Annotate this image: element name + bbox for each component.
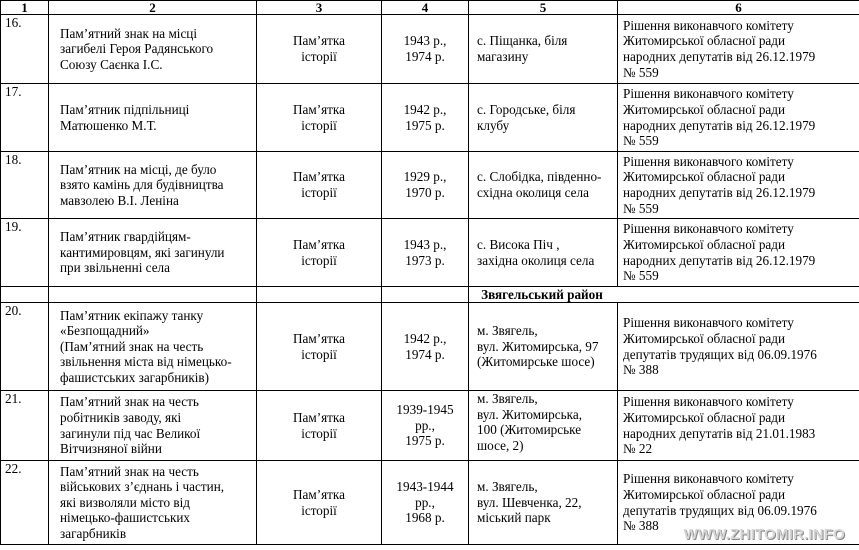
monument-type: Пам’ятка історії [257,15,382,84]
monument-decision: Рішення виконавчого комітету Житомирської обласної ради народних депутатів від 26.12.1979 № 559 [618,84,859,152]
monument-type: Пам’ятка історії [257,461,382,545]
monument-years: 1942 р., 1974 р. [382,303,469,391]
row-number: 22. [1,461,49,545]
monument-name: Пам’ятний знак на місці загибелі Героя Радянського Союзу Саєнка І.С. [49,15,257,84]
monument-location: с. Слобідка, південно- східна околиця села [469,152,618,219]
monument-location: м. Звягель, вул. Житомирська, 100 (Житомирське шосе, 2) [469,391,618,461]
monument-years: 1943-1944 рр., 1968 р. [382,461,469,545]
monument-type: Пам’ятка історії [257,303,382,391]
monument-type: Пам’ятка історії [257,152,382,219]
header-col-2: 2 [49,1,257,15]
section-empty-cell [49,287,257,303]
monument-type: Пам’ятка історії [257,219,382,287]
row-number: 18. [1,152,49,219]
monument-decision: Рішення виконавчого комітету Житомирської обласної ради народних депутатів від 26.12.1979 № 559 [618,219,859,287]
header-col-4: 4 [382,1,469,15]
site-watermark: WWW.ZHITOMIR.INFO [683,526,845,543]
header-row [1,1,859,15]
monument-decision: Рішення виконавчого комітету Житомирської обласної ради народних депутатів від 21.01.1983 № 22 [618,391,859,461]
monument-years: 1929 р., 1970 р. [382,152,469,219]
section-empty-cell [1,287,49,303]
monument-decision: Рішення виконавчого комітету Житомирської обласної ради народних депутатів від 26.12.1979 № 559 [618,15,859,84]
header-col-3: 3 [257,1,382,15]
monument-name: Пам’ятник на місці, де було взято камінь для будівництва мавзолею В.І. Леніна [49,152,257,219]
monument-location: м. Звягель, вул. Шевченка, 22, міський парк [469,461,618,545]
monument-decision: Рішення виконавчого комітету Житомирської обласної ради депутатів трудящих від 06.09.1976 № 388 [618,461,859,545]
header-col-6: 6 [618,1,859,15]
monument-years: 1939-1945 рр., 1975 р. [382,391,469,461]
monument-location: с. Висока Піч , західна околиця села [469,219,618,287]
table-row [1,84,859,152]
monument-name: Пам’ятний знак на честь робітників заводу, які загинули під час Великої Вітчизняної війни [49,391,257,461]
section-empty-cell [382,287,469,303]
header-col-5: 5 [469,1,618,15]
monument-years: 1943 р., 1973 р. [382,219,469,287]
section-title: Звягельський район [469,287,859,303]
table-row [1,15,859,84]
table-row [1,303,859,391]
monument-name: Пам’ятник підпільниці Матюшенко М.Т. [49,84,257,152]
monument-name: Пам’ятник гвардійцям- кантимировцям, які загинули при звільненні села [49,219,257,287]
monument-location: с. Городське, біля клубу [469,84,618,152]
monument-name: Пам’ятний знак на честь військових з’єднань і частин, які визволяли місто від німецько-фашистських загарбників [49,461,257,545]
header-col-1: 1 [1,1,49,15]
monument-location: м. Звягель, вул. Житомирська, 97 (Житомирське шосе) [469,303,618,391]
row-number: 19. [1,219,49,287]
monument-type: Пам’ятка історії [257,391,382,461]
monument-years: 1942 р., 1975 р. [382,84,469,152]
monument-type: Пам’ятка історії [257,84,382,152]
row-number: 17. [1,84,49,152]
monument-location: с. Піщанка, біля магазину [469,15,618,84]
monument-decision: Рішення виконавчого комітету Житомирської обласної ради народних депутатів від 26.12.1979 № 559 [618,152,859,219]
monument-years: 1943 р., 1974 р. [382,15,469,84]
section-row [1,287,859,303]
monument-decision: Рішення виконавчого комітету Житомирської обласної ради депутатів трудящих від 06.09.1976 № 388 [618,303,859,391]
row-number: 16. [1,15,49,84]
table-row [1,152,859,219]
row-number: 21. [1,391,49,461]
table-row [1,391,859,461]
row-number: 20. [1,303,49,391]
table-row [1,219,859,287]
monument-name: Пам’ятник екіпажу танку «Безпощадний» (Пам’ятний знак на честь звільнення міста від німецько- фашистських загарбників) [49,303,257,391]
section-empty-cell [257,287,382,303]
